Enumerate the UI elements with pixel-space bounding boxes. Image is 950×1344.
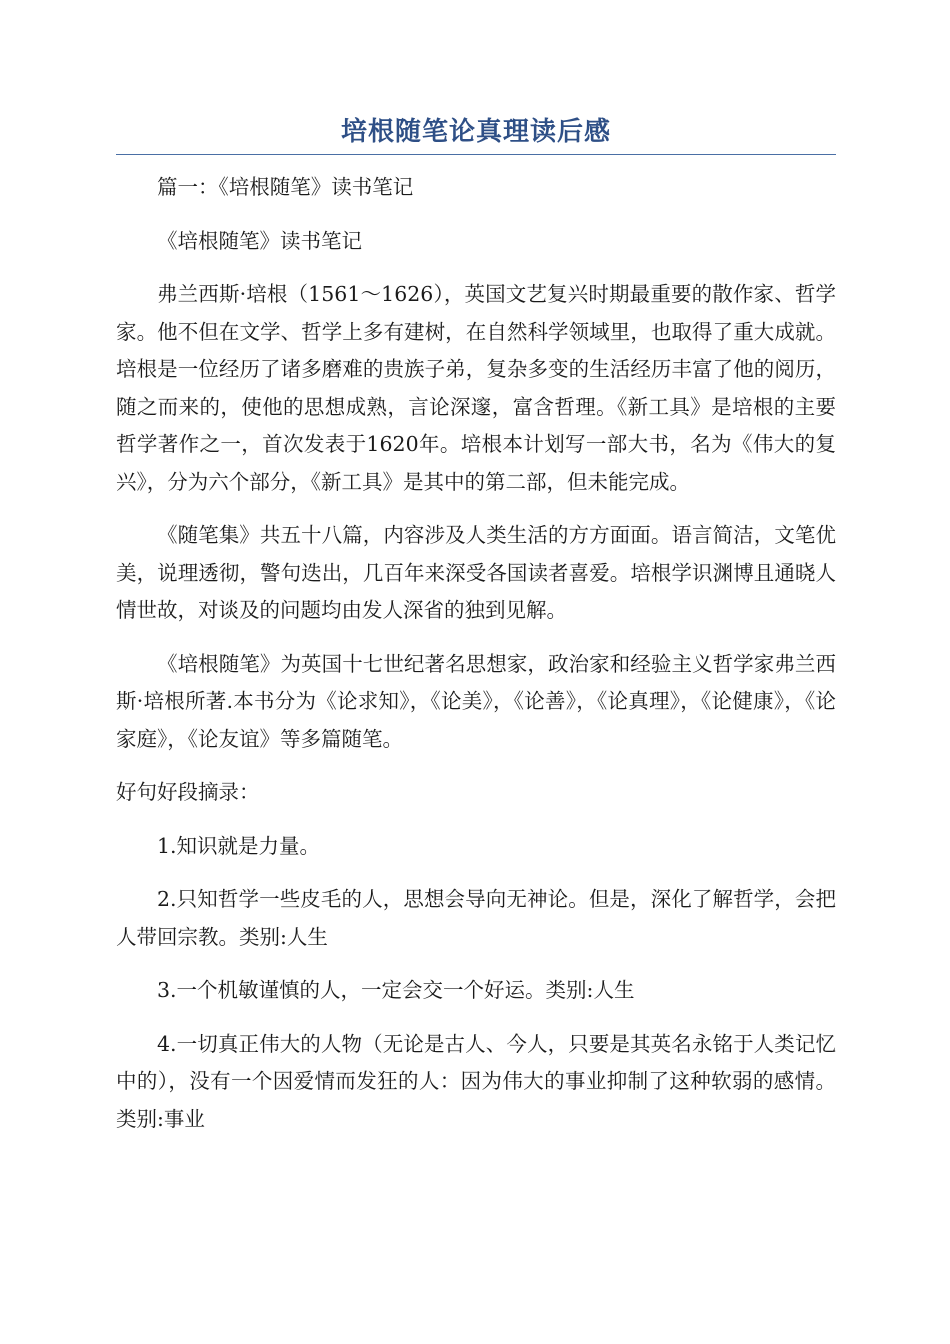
body-paragraph-essays: 《随笔集》共五十八篇，内容涉及人类生活的方方面面。语言简洁，文笔优美，说理透彻，警句迭出，几百年来深受各国读者喜爱。培根学识渊博且通晓人情世故，对谈及的问题均由发人深省的独到见解。 [116, 523, 836, 622]
list-item: 3.一个机敏谨慎的人，一定会交一个好运。类别:人生 [157, 978, 635, 1002]
section-heading: 篇一：《培根随笔》读书笔记 [157, 175, 414, 199]
document-page [116, 112, 836, 1154]
subheading: 《培根随笔》读书笔记 [157, 228, 362, 253]
excerpt-heading: 好句好段摘录： [116, 780, 260, 804]
body-paragraph-intro: 弗兰西斯·培根（1561～1626），英国文艺复兴时期最重要的散作家、哲学家。他不但在文学、哲学上多有建树，在自然科学领域里，也取得了重大成就。培根是一位经历了诸多磨难的贵族子弟，复杂多变的生活经历丰富了他的阅历，随之而来的，使他的思想成熟，言论深邃，富含哲理。《新工具》是培根的主要哲学著作之一，首次发表于1620年。培根本计划写一部大书，名为《伟大的复兴》，分为六个部分，《新工具》是其中的第二部，但未能完成。 [116, 282, 836, 494]
quote-list [116, 828, 836, 1139]
title-underline [116, 154, 836, 155]
list-item: 4.一切真正伟大的人物（无论是古人、今人，只要是其英名永铭于人类记忆中的），没有一个因爱情而发狂的人：因为伟大的事业抑制了这种软弱的感情。类别:事业 [116, 1031, 836, 1131]
list-item: 2.只知哲学一些皮毛的人，思想会导向无神论。但是，深化了解哲学，会把人带回宗教。类别:人生 [116, 887, 836, 949]
list-item: 1.知识就是力量。 [157, 833, 321, 858]
document-title: 培根随笔论真理读后感 [340, 117, 611, 147]
body-paragraph-contents: 《培根随笔》为英国十七世纪著名思想家，政治家和经验主义哲学家弗兰西斯·培根所著.本书分为《论求知》，《论美》，《论善》，《论真理》，《论健康》，《论家庭》，《论友谊》等多篇随笔。 [116, 651, 836, 751]
